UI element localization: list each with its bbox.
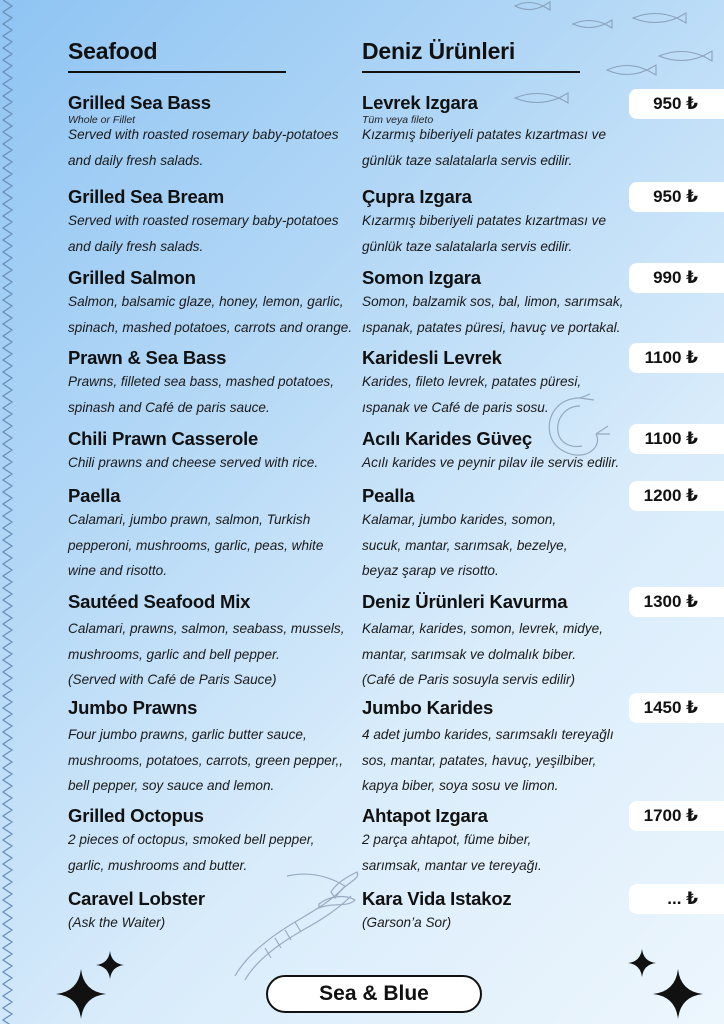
menu-item-tr [362,267,623,340]
item-description: Served with roasted rosemary baby-potatoes and daily fresh salads. [68,213,339,254]
item-description: Four jumbo prawns, garlic butter sauce, mushrooms, potatoes, carrots, green pepper,, bell pepper, soy sauce and lemon. [68,727,344,793]
item-description: Calamari, jumbo prawn, salmon, Turkish pepperoni, mushrooms, garlic, peas, white wine and risotto. [68,512,324,578]
item-name: Pealla [362,485,415,506]
item-name: Grilled Octopus [68,805,204,826]
item-description: Salmon, balsamic glaze, honey, lemon, garlic, spinach, mashed potatoes, carrots and orange. [68,294,353,335]
price-tag: 1100 ₺ [629,343,724,373]
menu-item-en [68,888,205,936]
menu-item-tr [362,92,606,173]
item-description: 2 pieces of octopus, smoked bell pepper, garlic, mushrooms and butter. [68,832,315,873]
item-name: Acılı Karides Güveç [362,428,532,449]
item-description: Somon, balzamik sos, bal, limon, sarımsak, ıspanak, patates püresi, havuç ve portakal. [362,294,624,335]
price-tag: 950 ₺ [629,182,724,212]
item-name: Çupra Izgara [362,186,472,207]
item-description: Acılı karides ve peynir pilav ile servis edilir. [362,455,620,470]
sparkle-icon [55,968,107,1020]
price-tag: 1200 ₺ [629,481,724,511]
item-description: 4 adet jumbo karides, sarımsaklı tereyağlı sos, mantar, patates, havuç, yeşilbiber, kapya biber, soya sosu ve limon. [362,727,614,793]
menu-item-en [68,485,323,584]
menu-item-en [68,805,314,878]
price-tag: 1700 ₺ [629,801,724,831]
item-name: Kara Vida Istakoz [362,888,512,909]
menu-item-en [68,697,343,799]
item-description: Kızarmış biberiyeli patates kızartması ve günlük taze salatalarla servis edilir. [362,213,607,254]
item-name: Ahtapot Izgara [362,805,488,826]
menu-item-tr [362,697,614,799]
item-name: Jumbo Prawns [68,697,198,718]
menu-item-en [68,347,334,420]
price-tag: 950 ₺ [629,89,724,119]
item-description: Karides, fileto levrek, patates püresi, ıspanak ve Café de paris sosu. [362,374,582,415]
item-name: Prawn & Sea Bass [68,347,227,368]
heading-english: Seafood [68,38,158,64]
menu-item-tr [362,805,542,878]
menu-item-en [68,267,352,340]
item-subtitle: Whole or Fillet [68,114,136,126]
menu-item-tr [362,591,603,693]
item-description: 2 parça ahtapot, füme biber, sarımsak, mantar ve tereyağı. [362,832,542,873]
item-name: Somon Izgara [362,267,481,288]
item-description: (Ask the Waiter) [68,915,166,930]
menu-item-en [68,428,318,476]
menu-item-en [68,92,339,173]
item-description: Chili prawns and cheese served with rice. [68,455,319,470]
price-tag: 1300 ₺ [629,587,724,617]
menu-item-en [68,591,345,693]
item-description: (Garson’a Sor) [362,915,452,930]
brand-badge: Sea & Blue [266,975,482,1013]
menu-item-tr [362,485,568,584]
item-description: Calamari, prawns, salmon, seabass, mussels, mushrooms, garlic and bell pepper. (Served with Café de Paris Sauce) [68,621,345,687]
heading-rule-turkish [362,71,580,73]
item-name: Grilled Sea Bream [68,186,224,207]
item-name: Chili Prawn Casserole [68,428,259,449]
item-name: Sautéed Seafood Mix [68,591,251,612]
sparkle-icon [652,968,704,1020]
item-name: Caravel Lobster [68,888,205,909]
item-name: Levrek Izgara [362,92,478,113]
price-tag: 1450 ₺ [629,693,724,723]
item-subtitle: Tüm veya fileto [362,114,434,126]
heading-turkish: Deniz Ürünleri [362,38,516,64]
item-description: Served with roasted rosemary baby-potatoes and daily fresh salads. [68,127,339,168]
item-name: Paella [68,485,121,506]
item-description: Kızarmış biberiyeli patates kızartması ve günlük taze salatalarla servis edilir. [362,127,607,168]
item-description: Prawns, filleted sea bass, mashed potatoes, spinash and Café de paris sauce. [68,374,334,415]
menu-item-tr [362,186,606,259]
zigzag-border [0,0,16,1024]
menu-item-tr [362,888,511,936]
item-description: Kalamar, karides, somon, levrek, midye, mantar, sarımsak ve dolmalık biber. (Café de Paris sosuyla servis edilir) [362,621,604,687]
price-tag: 1100 ₺ [629,424,724,454]
item-name: Deniz Ürünleri Kavurma [362,591,568,612]
item-description: Kalamar, jumbo karides, somon, sucuk, mantar, sarımsak, bezelye, beyaz şarap ve risotto. [362,512,568,578]
item-name: Grilled Sea Bass [68,92,211,113]
lobster-illustration [215,868,365,983]
menu-item-en [68,186,339,259]
item-name: Grilled Salmon [68,267,196,288]
price-tag: 990 ₺ [629,263,724,293]
menu-item-tr [362,347,581,420]
menu-item-tr [362,428,619,476]
item-name: Jumbo Karides [362,697,494,718]
heading-rule-english [68,71,286,73]
price-tag: ... ₺ [629,884,724,914]
item-name: Karidesli Levrek [362,347,502,368]
